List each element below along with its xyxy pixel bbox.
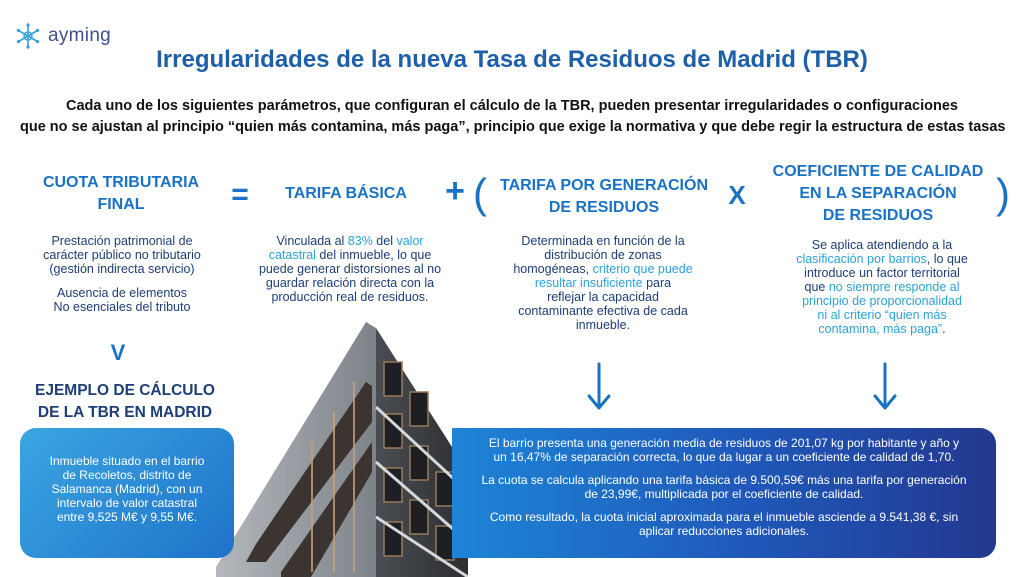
desc-generacion-line: reflejar la capacidad <box>547 290 659 304</box>
property-line: Inmueble situado en el barrio <box>49 454 205 468</box>
desc-cuota-line: No esenciales del tributo <box>53 300 191 314</box>
desc-basica-line <box>252 248 448 262</box>
desc-highlight: 83% <box>347 234 373 248</box>
calculation-text <box>452 428 996 538</box>
heading-cuota-tributaria <box>28 172 214 216</box>
desc-coeficiente-line: ni al criterio “quien más <box>817 308 947 322</box>
open-parenthesis: ( <box>473 170 487 217</box>
chevron-down-icon: V <box>110 340 126 365</box>
close-parenthesis: ) <box>996 170 1010 217</box>
desc-generacion-line: inmueble. <box>575 318 631 332</box>
desc-basica-line: producción real de residuos. <box>271 290 429 304</box>
brand-name: ayming <box>48 25 112 46</box>
desc-highlight: catastral <box>268 248 316 262</box>
desc-text: del <box>372 234 397 248</box>
property-line: de Recoletos, distrito de <box>62 468 192 482</box>
heading-cuota-line-2: FINAL <box>97 196 145 213</box>
example-heading-line-1: EJEMPLO DE CÁLCULO <box>35 382 215 399</box>
multiply-operator: X <box>728 180 746 210</box>
calc-line: aplicar reducciones adicionales. <box>638 524 810 538</box>
calc-line: La cuota se calcula aplicando una tarifa básica de 9.500,59€ más una tarifa por generación <box>481 473 967 487</box>
intro-line-1: Cada uno de los siguientes parámetros, que configuran el cálculo de la TBR, pueden presentar irregularidades o configuraciones <box>66 98 958 114</box>
building-image <box>216 322 468 577</box>
calc-line: un 16,47% de separación correcta, lo que da lugar a un coeficiente de calidad de 1,70. <box>493 450 955 464</box>
heading-cuota-line-1: CUOTA TRIBUTARIA <box>42 174 200 191</box>
desc-cuota-line: Prestación patrimonial de <box>51 234 193 248</box>
desc-generacion-line <box>496 276 710 290</box>
heading-generacion-line-1: TARIFA POR GENERACIÓN <box>499 177 708 194</box>
calc-line: de 23,99€, multiplicada por el coeficiente de calidad. <box>584 487 864 501</box>
desc-basica-line <box>252 234 448 248</box>
property-line: intervalo de valor catastral <box>56 496 198 510</box>
desc-cuota-line: (gestión indirecta servicio) <box>49 262 195 276</box>
desc-coeficiente-line: introduce un factor territorial <box>804 266 960 280</box>
plus-operator: + <box>445 172 465 210</box>
desc-coeficiente-line: Se aplica atendiendo a la <box>811 238 953 252</box>
equals-operator: = <box>231 178 249 211</box>
heading-generacion-line-2: DE RESIDUOS <box>548 199 660 216</box>
desc-generacion-line: Determinada en función de la <box>521 234 685 248</box>
example-heading <box>20 380 230 424</box>
desc-cuota-line: carácter público no tributario <box>43 248 201 262</box>
example-property-card <box>20 428 234 558</box>
intro-line-2: que no se ajustan al principio “quien más contamina, más paga”, principio que exige la normativa y que debe regir la estructura de estas tasas <box>20 119 1006 135</box>
heading-coeficiente-line-2: EN LA SEPARACIÓN <box>799 185 957 202</box>
desc-generacion-line: contaminante efectiva de cada <box>518 304 688 318</box>
desc-text: Vinculada al <box>276 234 348 248</box>
desc-cuota-line: Ausencia de elementos <box>57 286 187 300</box>
heading-coeficiente-line-1: COEFICIENTE DE CALIDAD <box>772 163 984 180</box>
desc-generacion-line: distribución de zonas <box>544 248 662 262</box>
property-line: Salamanca (Madrid), con un <box>51 482 203 496</box>
page-title: Irregularidades de la nueva Tasa de Residuos de Madrid (TBR) <box>156 46 868 73</box>
desc-text: del inmueble, lo que <box>315 248 432 262</box>
desc-coeficiente <box>778 238 986 336</box>
desc-cuota <box>22 234 222 314</box>
desc-highlight: resultar insuficiente <box>534 276 643 290</box>
desc-coeficiente-line <box>778 252 986 266</box>
arrow-down-icon <box>586 362 612 412</box>
heading-coeficiente-line-3: DE RESIDUOS <box>822 207 934 224</box>
desc-highlight: contamina, más paga” <box>818 322 943 336</box>
desc-highlight: criterio que puede <box>592 262 693 276</box>
arrow-down-icon <box>872 362 898 412</box>
example-heading-line-2: DE LA TBR EN MADRID <box>37 404 213 421</box>
desc-coeficiente-line <box>778 322 986 336</box>
example-property-text <box>20 428 234 524</box>
calc-line: El barrio presenta una generación media de residuos de 201,07 kg por habitante y año y <box>488 436 960 450</box>
calculation-result-card <box>452 428 996 558</box>
desc-text: , lo que <box>926 252 968 266</box>
desc-highlight: clasificación por barrios <box>796 252 927 266</box>
desc-generacion-line <box>496 262 710 276</box>
desc-tarifa-generacion <box>496 234 710 332</box>
heading-tarifa-basica: TARIFA BÁSICA <box>285 185 407 202</box>
desc-basica-line: puede generar distorsiones al no <box>258 262 442 276</box>
calc-line: Como resultado, la cuota inicial aproximada para el inmueble asciende a 9.541,38 €, sin <box>489 510 959 524</box>
desc-text: homogéneas, <box>513 262 593 276</box>
desc-coeficiente-line: principio de proporcionalidad <box>802 294 962 308</box>
desc-tarifa-basica <box>252 234 448 304</box>
desc-coeficiente-line <box>778 280 986 294</box>
desc-highlight: no siempre responde al <box>828 280 960 294</box>
intro-text <box>20 96 1004 138</box>
desc-text: para <box>642 276 672 290</box>
heading-tarifa-generacion <box>490 175 718 219</box>
heading-coeficiente <box>762 161 994 227</box>
desc-text: que <box>804 280 829 294</box>
desc-basica-line: guardar relación directa con la <box>265 276 435 290</box>
property-line: entre 9,525 M€ y 9,55 M€. <box>56 510 198 524</box>
desc-text: . <box>942 322 946 336</box>
desc-highlight: valor <box>396 234 424 248</box>
